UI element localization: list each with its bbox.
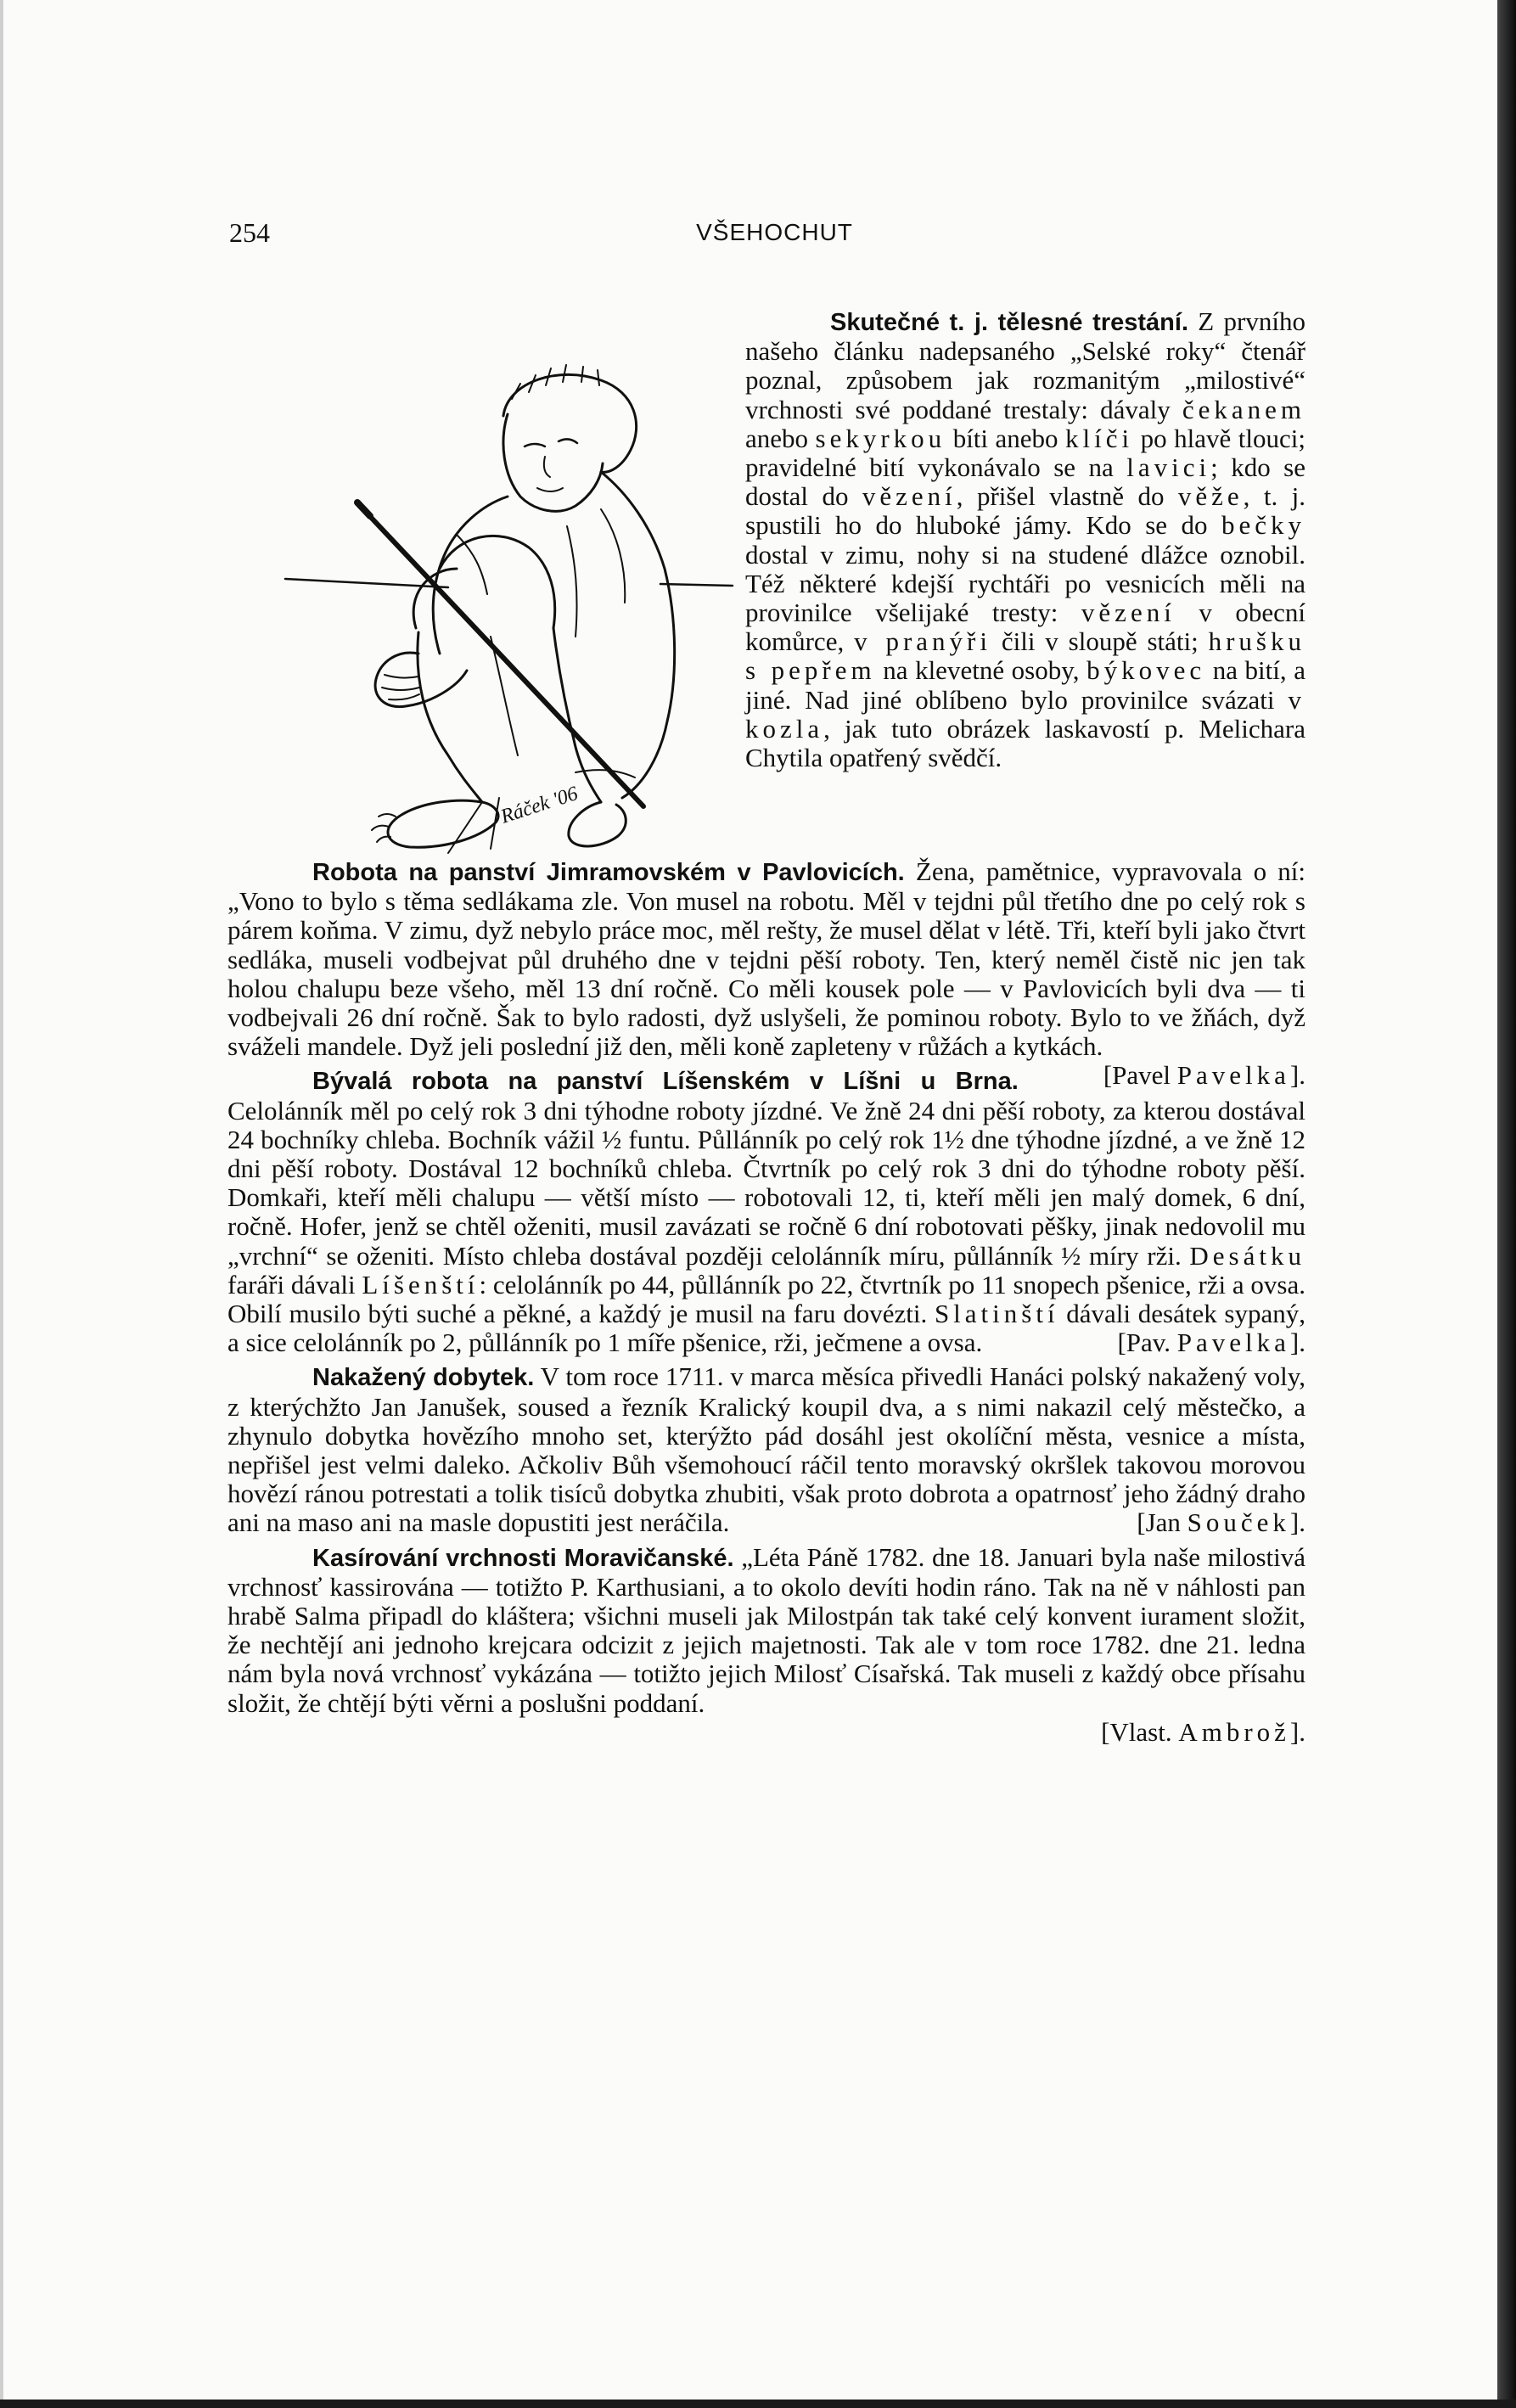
signature-pavelka-2: [Pav. Pavelka]. [1117,1327,1305,1358]
page-left-edge [0,0,3,2408]
heading-moravicany: Kasírování vrchnosti Moravičanské. [312,1544,734,1572]
heading-robota-pavlovice: Robota na panství Jimramovském v Pavlovicích. [312,859,905,886]
heading-robota-lisen: Bývalá robota na panství Líšenském v Líšni u Brna. [312,1068,1019,1096]
article-infected-cattle: Nakažený dobytek. V tom roce 1711. v marca měsíca přivedli Hanáci polský nakažený voly, z kterýchžto Jan Janušek, soused a řezník Kralický koupil dva, a s nimi nakazil celý městečko, a zhynulo dobytka hovězího mnoho set, kterýžto pád dosáhl jest okolíční města, vesnice a místa, nepřišel jest velmi daleko. Ačkoliv Bůh všemohoucí ráčil tento moravský okršlek takovou morovou hovězí ránou potrestati a tolik tisíců dobytka zhubiti, však proto dobrota a opatrnosť jeho žádný draho ani na maso ani na masle dopustiti jest neráčila. [Jan Souček]. [227,1361,1305,1538]
hair-stroke [503,374,637,472]
heading-infected-cattle: Nakažený dobytek. [312,1364,535,1392]
page-bottom-edge [0,2400,1516,2408]
signature-soucek: [Jan Souček]. [1137,1507,1305,1538]
article-body [227,307,1305,1747]
running-head [229,217,1320,255]
boy-drawing-svg [202,314,735,857]
signature-ambroz: [Vlast. Ambrož]. [1101,1716,1305,1747]
signature-pavelka-1: [Pavel Pavelka]. [1103,1060,1305,1091]
boy-in-stocks-illustration [202,314,735,857]
journal-title: VŠEHOCHUT [696,219,853,245]
heading-corporal-punishment: Skutečné t. j. tělesné trestání. [830,309,1188,336]
drawing-signature: Ráček '06 [497,783,581,828]
article-corporal-punishment: Ráček '06 Skutečné t. j. tělesné trestání. Z prvního našeho článku nadepsaného „Selské roky“ čtenář poznal, způsobem jak rozmanitým „milostivé“ vrchnosti své poddané trestaly: dávaly čekanem anebo sekyrkou bíti anebo klíči po hlavě tlouci; pravidelné bití vykonávalo se na lavici; kdo se dostal do vězení, přišel vlastně do věže, t. j. spustili ho do hluboké jámy. Kdo se do bečky dostal v zimu, nohy si na studené dlážce oznobil. Též některé kdejší rychtáři po vesnicích měli na provinilce všelijaké tresty: vězení v obecní komůrce, v pranýři čili v sloupě státi; hrušku s pepřem na klevetné osoby, býkovec na bití, a jiné. Nad jiné oblíbeno bylo provinilce svázati v kozla, jak tuto obrázek laskavostí p. Melichara Chytila opatřený svědčí. [227,307,1305,772]
article-robota-pavlovice: Robota na panství Jimramovském v Pavlovicích. Žena, pamětnice, vypravovala o ní: „Vono to bylo s těma sedlákama zle. Von musel na robotu. Měl v tejdni půl třetího dne po celý rok s párem koňma. V zimu, dyž nebylo práce moc, měl rešty, že musel dělat v létě. Tři, kteří byli jako čtvrt sedláka, museli vodbejvat půl druhého dne v tejdni pěší roboty. Ten, který neměl čistě nic jen tak holou chalupu beze všeho, měl 13 dní ročně. Co měli kousek pole — v Pavlovicích byli dva — ti vodbejvali 26 dní ročně. Šak to bylo radosti, dyž uslyšeli, že pominou roboty. Bylo to ve žňách, dyž sváželi mandele. Dyž jeli poslední již den, měli koně zapleteny v růžách a kytkách. [Pavel Pavelka]. [227,856,1305,1091]
page-right-edge [1497,0,1516,2408]
article-robota-lisen: Bývalá robota na panství Líšenském v Líšni u Brna. Celolánník měl po celý rok 3 dni týhodne roboty jízdné. Ve žně 24 dni pěší roboty, za kterou dostával 24 bochníky chleba. Bochník vážil ½ funtu. Půllánník po celý rok 1½ dne týhodne jízdné, a ve žně 12 dni pěší roboty. Dostával 12 bochníků chleba. Čtvrtník po celý rok 3 dni do týhodne roboty pěší. Domkaři, kteří měli chalupu — větší místo — robotovali 12, ti, kteří měli jen malý domek, 6 dní, ročně. Hofer, jenž se chtěl oženiti, musil zavázati se ročně 6 dní robotovati pěšky, jinak nedovolil mu „vrchní“ se oženiti. Místo chleba dostával později celolánník míru, půllánník ½ míry rži. Desátku faráři dávali Líšenští: celolánník po 44, půllánník po 22, čtvrtník po 11 snopech pšenice, rži a ovsa. Obilí musilo býti suché a pěkné, a každý je musil na faru dovézti. Slatinští dávali desátek sypaný, a sice celolánník po 2, půllánník po 1 míře pšenice, rži, ječmene a ovsa. [Pav. Pavelka]. [227,1068,1305,1358]
article-moravicany: Kasírování vrchnosti Moravičanské. „Léta Páně 1782. dne 18. Januari byla naše milostivá vrchnosť kassirována — totižto P. Karthusiani, a to okolo devíti hodin ráno. Tak na ně v náhlosti pan hrabě Salma připadl do kláštera; všichni museli jak Milostpán tak také celý konvent iurament složit, že nechtějí ani jednoho krejcara odcizit z jejich majetnosti. Tak ale v tom roce 1782. dne 21. ledna nám byla nová vrchnosť vykázána — totižto jejich Milosť Císařská. Tak museli z každý obce přísahu složit, že chtějí býti věrni a poslušni poddaní. [227,1541,1306,1718]
page-number: 254 [229,217,270,248]
